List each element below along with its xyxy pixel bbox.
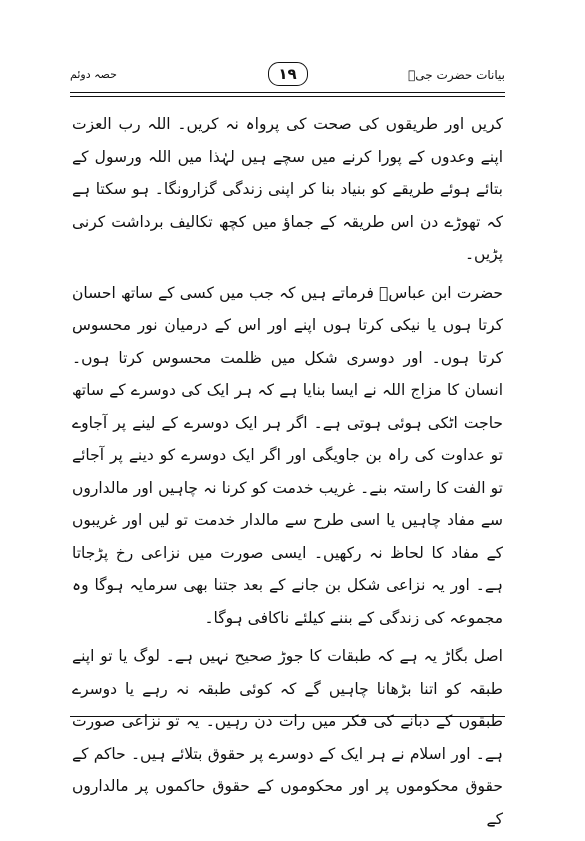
paragraph-1: کریں اور طریقوں کی صحت کی پرواہ نہ کریں۔ اللہ رب العزت اپنے وعدوں کے پورا کرنے میں سچے ہیں لہٰذا میں اللہ ورسول کے بتائے ہوئے طریقے کو بنیاد بنا کر اپنی زندگی گزارونگا۔ ہو سکتا ہے کہ تھوڑے دن اس طریقہ کے جماؤ میں کچھ تکالیف برداشت کرنی پڑیں۔ xyxy=(72,115,503,263)
page-body xyxy=(72,108,503,841)
page-number: ١٩ xyxy=(268,62,308,86)
volume-label: حصہ دوئم xyxy=(70,68,117,81)
header-divider xyxy=(70,92,505,97)
paragraph-3: اصل بگاڑ یہ ہے کہ طبقات کا جوڑ صحیح نہیں ہے۔ لوگ یا تو اپنے طبقہ کو اتنا بڑھانا چاہیں گے کہ کوئی طبقہ نہ رہے یا دوسرے طبقوں کے دبانے کی فکر میں رات دن رہیں۔ یہ تو نزاعی صورت ہے۔ اور اسلام نے ہر ایک کے دوسرے پر حقوق بتلائے ہیں۔ حاکم کے حقوق محکوموں پر اور محکوموں کے حقوق حاکموں پر مالداروں کے xyxy=(72,647,503,828)
footer-divider xyxy=(70,716,505,717)
paragraph-2: حضرت ابن عباسؓ فرماتے ہیں کہ جب میں کسی کے ساتھ احسان کرتا ہوں یا نیکی کرتا ہوں اپنے اور اس کے درمیان نور محسوس کرتا ہوں۔ اور دوسری شکل میں ظلمت محسوس کرتا ہوں۔ انسان کا مزاج اللہ نے ایسا بنایا ہے کہ ہر ایک کی دوسرے کے ساتھ حاجت اٹکی ہوئی ہوتی ہے۔ اگر ہر ایک دوسرے کے لینے پر آجاوے تو عداوت کی راہ بن جاویگی اور اگر ایک دوسرے کو دینے پر آجائے تو الفت کا راستہ بنے۔ غریب خدمت کو کرنا نہ چاہیں اور مالداروں سے مفاد چاہیں یا اسی طرح سے مالدار خدمت تو لیں اور غریبوں کے مفاد کا لحاظ نہ رکھیں۔ ایسی صورت میں نزاعی رخ پڑجاتا ہے۔ اور یہ نزاعی شکل بن جانے کے بعد جتنا بھی سرمایہ ہوگا وہ مجموعہ کی زندگی کے بننے کیلئے ناکافی ہوگا۔ xyxy=(72,283,503,627)
page-header xyxy=(70,62,505,92)
book-title: بیانات حضرت جیؒ xyxy=(408,68,505,82)
